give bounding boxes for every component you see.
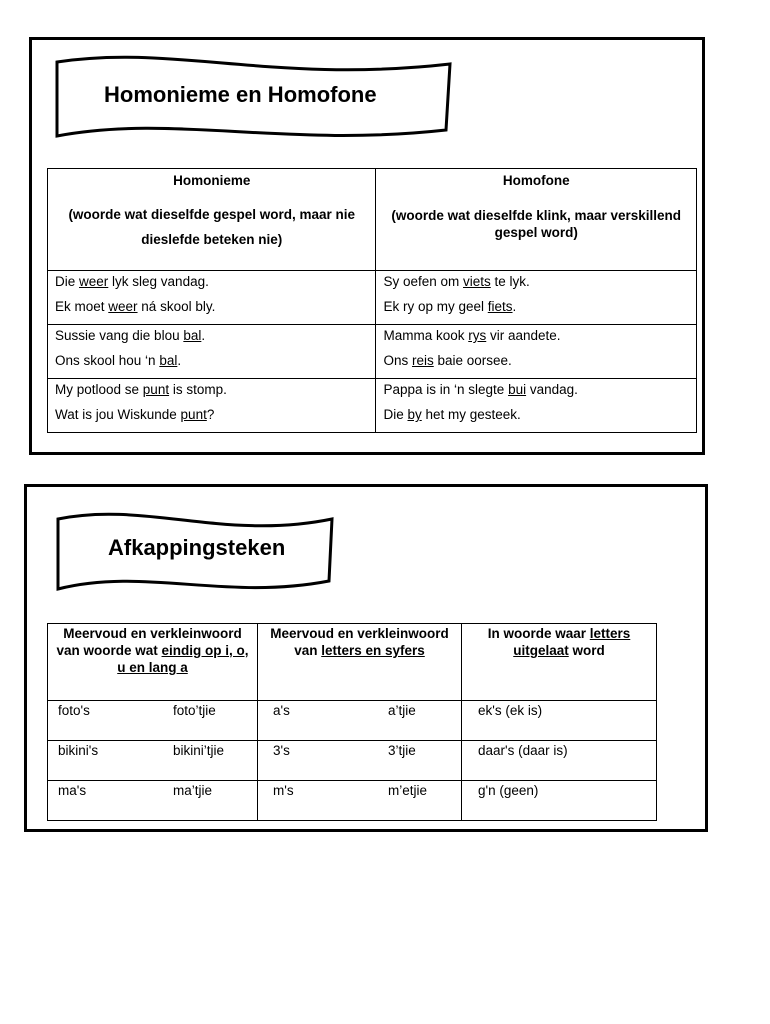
column-definition: (woorde wat dieselfde gespel word, maar nie dieslefde beteken nie) bbox=[68, 207, 356, 247]
verkleinwoord: a’tjie bbox=[388, 703, 416, 718]
vokaal-cell bbox=[48, 781, 258, 821]
homonieme-homofone-table bbox=[47, 168, 697, 433]
meervoud: m's bbox=[273, 783, 294, 798]
table-header-row bbox=[48, 169, 697, 271]
meervoud: bikini's bbox=[58, 743, 99, 758]
homofone-cell bbox=[376, 325, 697, 379]
example-sentence: Sussie vang die blou bal. bbox=[55, 328, 206, 343]
syfers-cell bbox=[258, 781, 462, 821]
table-row bbox=[48, 271, 697, 325]
header-homofone bbox=[376, 169, 697, 271]
verkleinwoord: ma’tjie bbox=[173, 783, 213, 798]
vokaal-cell bbox=[48, 741, 258, 781]
section-title: Homonieme en Homofone bbox=[104, 82, 377, 107]
meervoud: a's bbox=[273, 703, 290, 718]
table-row bbox=[48, 325, 697, 379]
table-header-row bbox=[48, 624, 657, 701]
example-sentence: Pappa is in ‘n slegte bui vandag. bbox=[383, 382, 578, 397]
verkleinwoord: bikini’tjie bbox=[173, 743, 225, 758]
verkleinwoord: m’etjie bbox=[388, 783, 428, 798]
example-sentence: Die weer lyk sleg vandag. bbox=[55, 274, 209, 289]
verkleinwoord: 3’tjie bbox=[388, 743, 416, 758]
afkappingsteken-panel bbox=[24, 484, 708, 832]
section-title: Afkappingsteken bbox=[108, 535, 286, 560]
homonieme-cell bbox=[48, 379, 376, 433]
voorbeeld: g'n (geen) bbox=[478, 783, 539, 798]
voorbeeld: ek's (ek is) bbox=[478, 703, 543, 718]
table-row bbox=[48, 379, 697, 433]
column-definition: (woorde wat dieselfde klink, maar verskillend gespel word) bbox=[391, 208, 682, 240]
header-letters-uitgelaat: In woorde waar letters uitgelaat word bbox=[462, 624, 657, 701]
homofone-cell bbox=[376, 379, 697, 433]
column-title: Homonieme bbox=[173, 173, 251, 188]
section-title-banner bbox=[54, 50, 454, 142]
uitgelaat-cell bbox=[462, 781, 657, 821]
example-sentence: Ek ry op my geel fiets. bbox=[383, 299, 517, 314]
example-sentence: Ons skool hou ‘n bal. bbox=[55, 353, 182, 368]
homonieme-cell bbox=[48, 325, 376, 379]
vokaal-cell bbox=[48, 701, 258, 741]
example-sentence: Sy oefen om viets te lyk. bbox=[383, 274, 530, 289]
verkleinwoord: foto’tjie bbox=[173, 703, 216, 718]
meervoud: ma's bbox=[58, 783, 87, 798]
header-homonieme bbox=[48, 169, 376, 271]
meervoud: foto's bbox=[58, 703, 90, 718]
afkappingsteken-table bbox=[47, 623, 657, 821]
uitgelaat-cell bbox=[462, 741, 657, 781]
example-sentence: Ek moet weer ná skool bly. bbox=[55, 299, 216, 314]
voorbeeld: daar's (daar is) bbox=[478, 743, 568, 758]
column-title: Homofone bbox=[502, 173, 570, 188]
example-sentence: Wat is jou Wiskunde punt? bbox=[55, 407, 215, 422]
example-sentence: Die by het my gesteek. bbox=[383, 407, 521, 422]
header-eindig-op-vokaal: Meervoud en verkleinwoord van woorde wat eindig op i, o, u en lang a bbox=[48, 624, 258, 701]
header-letters-en-syfers: Meervoud en verkleinwoord van letters en syfers bbox=[258, 624, 462, 701]
table-row bbox=[48, 741, 657, 781]
syfers-cell bbox=[258, 701, 462, 741]
example-sentence: Ons reis baie oorsee. bbox=[383, 353, 512, 368]
meervoud: 3's bbox=[273, 743, 290, 758]
homofone-cell bbox=[376, 271, 697, 325]
syfers-cell bbox=[258, 741, 462, 781]
table-row bbox=[48, 781, 657, 821]
homonieme-cell bbox=[48, 271, 376, 325]
section-title-banner bbox=[55, 507, 335, 595]
example-sentence: Mamma kook rys vir aandete. bbox=[383, 328, 561, 343]
uitgelaat-cell bbox=[462, 701, 657, 741]
table-row bbox=[48, 701, 657, 741]
example-sentence: My potlood se punt is stomp. bbox=[55, 382, 227, 397]
homonieme-homofone-panel bbox=[29, 37, 705, 455]
